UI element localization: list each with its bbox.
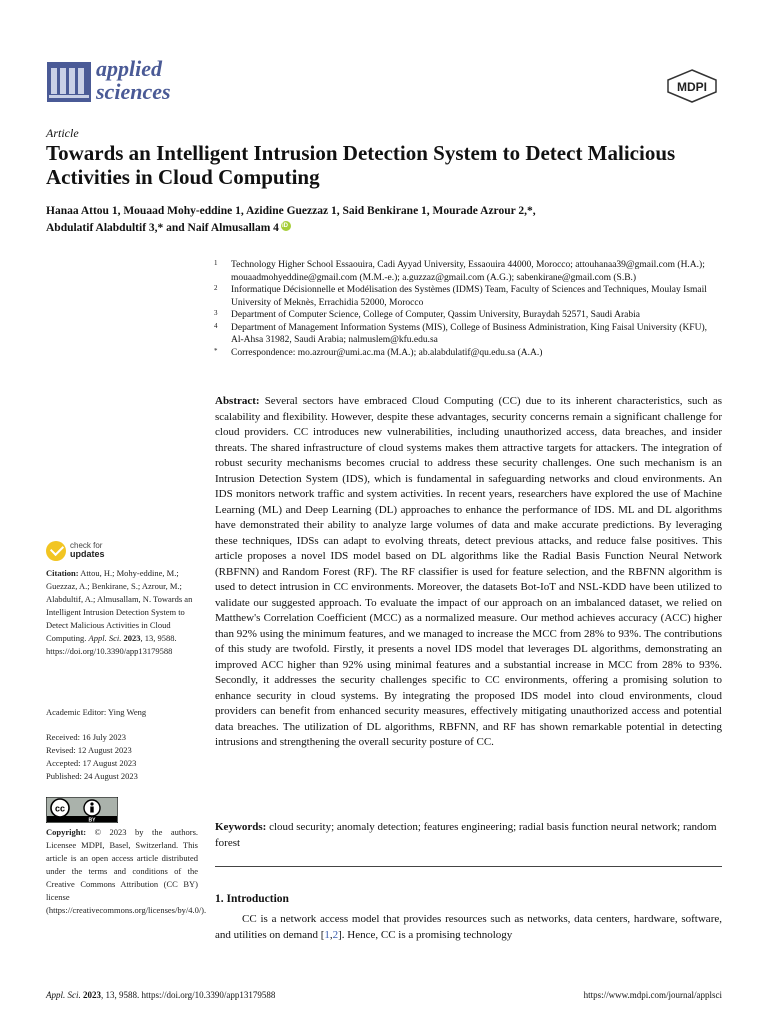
checkmark-icon xyxy=(46,541,66,561)
affiliation-text: Informatique Décisionnelle et Modélisation des Systèmes (IDMS) Team, Faculty of Sciences and Techniques, Moulay Ismail University of Meknès, Errachidia 52000, Morocco xyxy=(231,285,707,308)
affiliation-item xyxy=(214,347,720,360)
footer-citation xyxy=(46,990,275,1000)
journal-name-line2: sciences xyxy=(96,79,171,104)
check-for-updates-button[interactable] xyxy=(46,539,126,565)
copyright-block xyxy=(46,826,207,917)
affiliation-text: Department of Management Information Systems (MIS), College of Business Administration, King Faisal University (KFU), Al-Ahsa 31982, Saudi Arabia; nalmuslem@kfu.edu.sa xyxy=(231,322,707,345)
check-updates-line1: check for xyxy=(70,541,103,550)
section-title: 1. Introduction xyxy=(215,893,289,905)
copyright-text: © 2023 by the authors. Licensee MDPI, Basel, Switzerland. This article is an open access article distributed under the terms and conditions of the Creative Commons Attribution (CC BY) license (https://creativecommons.org/licenses/by/4.0/). xyxy=(46,827,207,915)
affiliation-number: 1 xyxy=(214,259,218,267)
citation-journal: Appl. Sci. xyxy=(88,633,122,643)
date-accepted: Accepted: 17 August 2023 xyxy=(46,758,137,768)
intro-text-after: ]. Hence, CC is a promising technology xyxy=(338,929,513,941)
affiliation-number: * xyxy=(214,346,218,355)
affiliation-text: Technology Higher School Essaouira, Cadi Ayyad University, Essaouira 44000, Morocco; attouhanaa39@gmail.com (H.A.); mouaadmohyeddine@gmail.com (M.M.-e.); a.guzzaz@gmail.com (A.G.); sabenkirane@gmail.com (S.B.) xyxy=(231,260,705,283)
affiliation-number: 3 xyxy=(214,309,218,317)
authors-line-1 xyxy=(46,203,726,220)
date-revised: Revised: 12 August 2023 xyxy=(46,745,132,755)
publisher-name: MDPI xyxy=(677,80,707,94)
citation-link-2[interactable]: 2 xyxy=(332,929,339,941)
introduction-text xyxy=(215,911,722,943)
intro-text-before: CC is a network access model that provides resources such as networks, data centers, hardware, software, and utilities on demand [ xyxy=(215,913,722,941)
academic-editor: Academic Editor: Ying Weng xyxy=(46,707,147,717)
mdpi-logo-icon xyxy=(666,69,718,103)
orcid-icon[interactable] xyxy=(281,221,291,231)
intro-comma: , xyxy=(329,929,333,941)
citation-text: Attou, H.; Mohy-eddine, M.; Guezzaz, A.; Benkirane, S.; Azrour, M.; Alabdultif, A.; Almusallam, N. Towards an Intelligent Intrusion Detection System to Detect Malicious Activities in Cloud Computing. xyxy=(46,568,193,643)
date-published: Published: 24 August 2023 xyxy=(46,771,138,781)
check-updates-label xyxy=(70,541,105,559)
affiliation-text: Correspondence: mo.azrour@umi.ac.ma (M.A.); ab.alabdulatif@qu.edu.sa (A.A.) xyxy=(231,347,543,358)
citation-label: Citation: xyxy=(46,568,79,578)
intro-paragraph xyxy=(215,911,722,943)
affiliation-item xyxy=(214,309,720,322)
citation-year: 2023 xyxy=(123,633,141,643)
abstract xyxy=(215,394,722,751)
abstract-label: Abstract: xyxy=(215,395,260,407)
footer-journal: Appl. Sci. xyxy=(46,990,81,1000)
article-type: Article xyxy=(46,126,79,140)
journal-logo-icon xyxy=(47,62,91,102)
check-updates-line2: updates xyxy=(70,549,105,559)
footer-journal-url[interactable]: https://www.mdpi.com/journal/applsci xyxy=(583,990,722,1000)
divider xyxy=(215,866,722,867)
cc-text: cc xyxy=(54,803,66,814)
journal-name-line1: applied xyxy=(96,56,162,81)
authors-line-2-text: Abdulatif Alabdultif 3,* and Naif Almusallam 4 xyxy=(46,222,279,234)
authors-line-2 xyxy=(46,220,726,237)
affiliation-item xyxy=(214,322,720,347)
author-list xyxy=(46,203,726,237)
affiliation-number: 4 xyxy=(214,321,218,330)
footer-year: 2023 xyxy=(83,990,101,1000)
date-received: Received: 16 July 2023 xyxy=(46,732,127,742)
affiliation-item xyxy=(214,259,720,284)
affiliation-item xyxy=(214,284,720,309)
citation-rest: , 13, 9588. https://doi.org/10.3390/app13179588 xyxy=(46,633,177,656)
copyright-label: Copyright: xyxy=(46,827,87,837)
abstract-text: Several sectors have embraced Cloud Computing (CC) due to its inherent characteristics, such as scalability and flexibility. However, despite these advantages, security concerns remain a significant challenge for cloud providers. CC introduces new vulnerabilities, including unauthorized access, data breaches, and insider threats. The shared infrastructure of cloud systems makes them attractive targets for attackers. The integration of robust security mechanisms becomes crucial to address these security challenges. One such mechanism is an Intrusion Detection System (IDS), which is fundamental in safeguarding networks and cloud environments. An IDS monitors network traffic and system activities. In recent years, researchers have explored the use of Machine Learning (ML) and Deep Learning (DL) approaches to enhance the performance of IDS. ML and DL algorithms have demonstrated their ability to analyze large volumes of data and make accurate predictions. By leveraging these techniques, IDSs can adapt to evolving threats, detect previous attacks, and reduce false positives. This article proposes a novel IDS model based on DL algorithms like the Radial Basis Function Neural Network (RBFNN) and Random Forest (RF). The RF classifier is used for feature selection, and the RBFNN algorithm is used to detect intrusion in CC environments. Moreover, the datasets Bot-IoT and NSL-KDD have been utilized to validate our suggested approach. To evaluate the impact of our approach on an imbalanced dataset, we relied on Matthew's Correlation Coefficient (MCC) as a normalized measure. Our method achieves accuracy (ACC) higher than 92% using the minimum features, and we managed to increase the MCC from 28% to 93%. The contributions of this study are twofold. Firstly, it presents a novel IDS model that leverages DL algorithms, demonstrating an improved ACC higher than 92% using minimal features and a substantial increase in MCC from 28% to 93%. Secondly, it addresses the security challenges specific to CC environments, offering a promising solution to enhance security in cloud systems. By integrating the proposed IDS model into cloud environments, cloud providers can benefit from enhanced security measures, effectively mitigating unauthorized access and potential data breaches. The utilization of DL algorithms, RBFNN, and RF has shown remarkable potential in detecting intrusions and strengthening the overall security posture of CC. xyxy=(215,395,722,748)
by-text: BY xyxy=(88,817,96,823)
paper-title: Towards an Intelligent Intrusion Detection System to Detect Malicious Activities in Cloud Computing xyxy=(46,141,676,189)
keywords-text: cloud security; anomaly detection; features engineering; radial basis function neural network; random forest xyxy=(215,821,717,849)
citation-link-1[interactable]: 1 xyxy=(324,929,330,941)
affiliation-text: Department of Computer Science, College of Computer, Qassim University, Buraydah 52571, Saudi Arabia xyxy=(231,310,641,320)
authors-line-1-text: Hanaa Attou 1, Mouaad Mohy-eddine 1, Azidine Guezzaz 1, Said Benkirane 1, Mourade Azrour 2,*, xyxy=(46,205,536,217)
footer-rest: , 13, 9588. https://doi.org/10.3390/app13179588 xyxy=(101,990,276,1000)
keywords xyxy=(215,820,722,851)
citation-block xyxy=(46,567,198,658)
journal-name xyxy=(96,57,171,103)
affiliations xyxy=(214,259,720,359)
publication-dates xyxy=(46,731,198,783)
cc-by-license-icon[interactable] xyxy=(46,797,118,823)
affiliation-number: 2 xyxy=(214,284,218,292)
keywords-label: Keywords: xyxy=(215,821,267,833)
